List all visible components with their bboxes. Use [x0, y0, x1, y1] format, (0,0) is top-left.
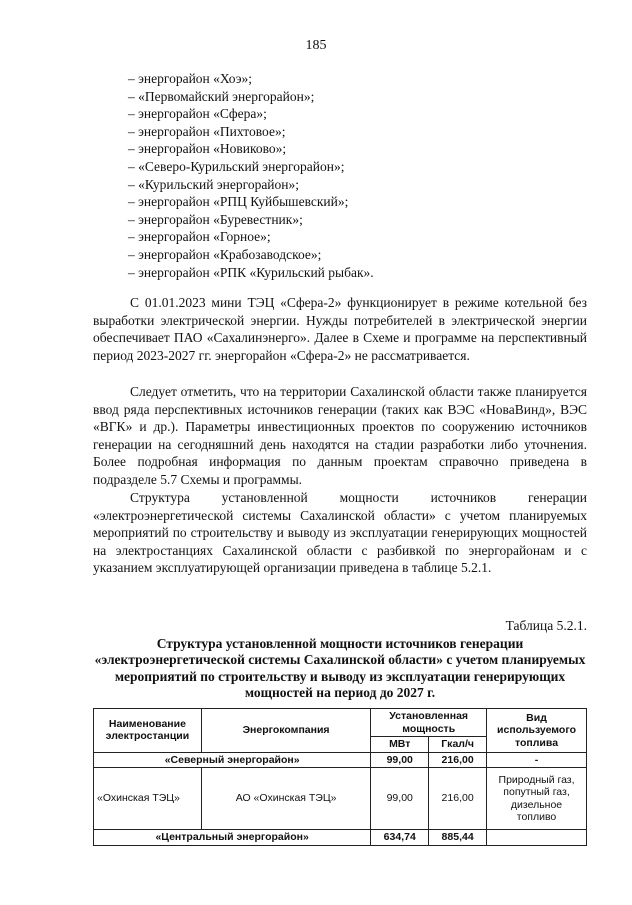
cell-fuel — [487, 830, 587, 846]
cell-gcal: 216,00 — [429, 768, 487, 830]
header-gcal: Гкал/ч — [429, 737, 487, 753]
list-item: – «Северо-Курильский энергорайон»; — [128, 158, 345, 174]
paragraph-sfera: С 01.01.2023 мини ТЭЦ «Сфера-2» функционирует в режиме котельной без выработки электрической энергии. Нужды потребителей в электрической энергии обеспечивает ПАО «Сахалинэнерго». Далее в Схеме и программе на перспективный период 2023-2027 гг. энергорайон «Сфера-2» не рассматривается. — [93, 295, 587, 363]
table-row — [94, 752, 587, 768]
cell-fuel: Природный газ, попутный газ, дизельное топливо — [487, 768, 587, 830]
table-row — [94, 830, 587, 846]
paragraph-new-sources: Следует отметить, что на территории Сахалинской области также планируется ввод ряда перспективных источников генерации (таких как ВЭС «НоваВинд», ВЭС «ВГК» и др.). Параметры инвестиционных проектов по сооружению источников генерации на сегодняшний день находятся на стадии разработки либо уточнения. Более подробная информация по данным проектам справочно приведена в подразделе 5.7 Схемы и программы. — [93, 384, 587, 487]
energy-district-list — [128, 70, 374, 281]
list-item: – «Первомайский энергорайон»; — [128, 88, 315, 104]
capacity-table — [93, 708, 587, 846]
cell-station: «Охинская ТЭЦ» — [94, 768, 202, 830]
cell-fuel: - — [487, 752, 587, 768]
region-name: «Северный энергорайон» — [94, 752, 371, 768]
list-item: – энергорайон «РПК «Курильский рыбак». — [128, 264, 374, 280]
cell-gcal: 216,00 — [429, 752, 487, 768]
list-item: – энергорайон «Пихтовое»; — [128, 123, 286, 139]
header-capacity: Установленная мощность — [371, 709, 487, 737]
table-title: Структура установленной мощности источников генерации «электроэнергетической системы Сахалинской области» с учетом планируемых мероприятий по строительству и выводу из эксплуатации генерирующих мощностей на период до 2027 г. — [94, 636, 586, 701]
cell-mw: 99,00 — [371, 752, 429, 768]
list-item: – энергорайон «Горное»; — [128, 229, 271, 245]
header-station: Наименование электростанции — [94, 709, 202, 753]
list-item: – энергорайон «Крабозаводское»; — [128, 246, 322, 262]
table-header-row — [94, 709, 587, 737]
header-fuel: Вид используемого топлива — [487, 709, 587, 753]
list-item: – энергорайон «Сфера»; — [128, 106, 267, 122]
list-item: – энергорайон «Новиково»; — [128, 141, 287, 157]
list-item: – энергорайон «Хоэ»; — [128, 71, 253, 86]
cell-mw: 99,00 — [371, 768, 429, 830]
header-mw: МВт — [371, 737, 429, 753]
table-row — [94, 768, 587, 830]
header-company: Энергокомпания — [201, 709, 370, 753]
cell-company: АО «Охинская ТЭЦ» — [201, 768, 370, 830]
paragraph-structure: Структура установленной мощности источников генерации «электроэнергетической системы Сахалинской области» с учетом планируемых мероприятий по строительству и выводу из эксплуатации генерирующих мощностей на электростанциях Сахалинской области с разбивкой по энергорайонам и с указанием эксплуатирующей организации приведена в таблице 5.2.1. — [93, 490, 587, 576]
page-number: 185 — [305, 38, 327, 53]
list-item: – «Курильский энергорайон»; — [128, 176, 300, 192]
table-label: Таблица 5.2.1. — [505, 618, 587, 633]
cell-mw: 634,74 — [371, 830, 429, 846]
list-item: – энергорайон «Буревестник»; — [128, 211, 303, 227]
list-item: – энергорайон «РПЦ Куйбышевский»; — [128, 194, 349, 210]
region-name: «Центральный энергорайон» — [94, 830, 371, 846]
cell-gcal: 885,44 — [429, 830, 487, 846]
